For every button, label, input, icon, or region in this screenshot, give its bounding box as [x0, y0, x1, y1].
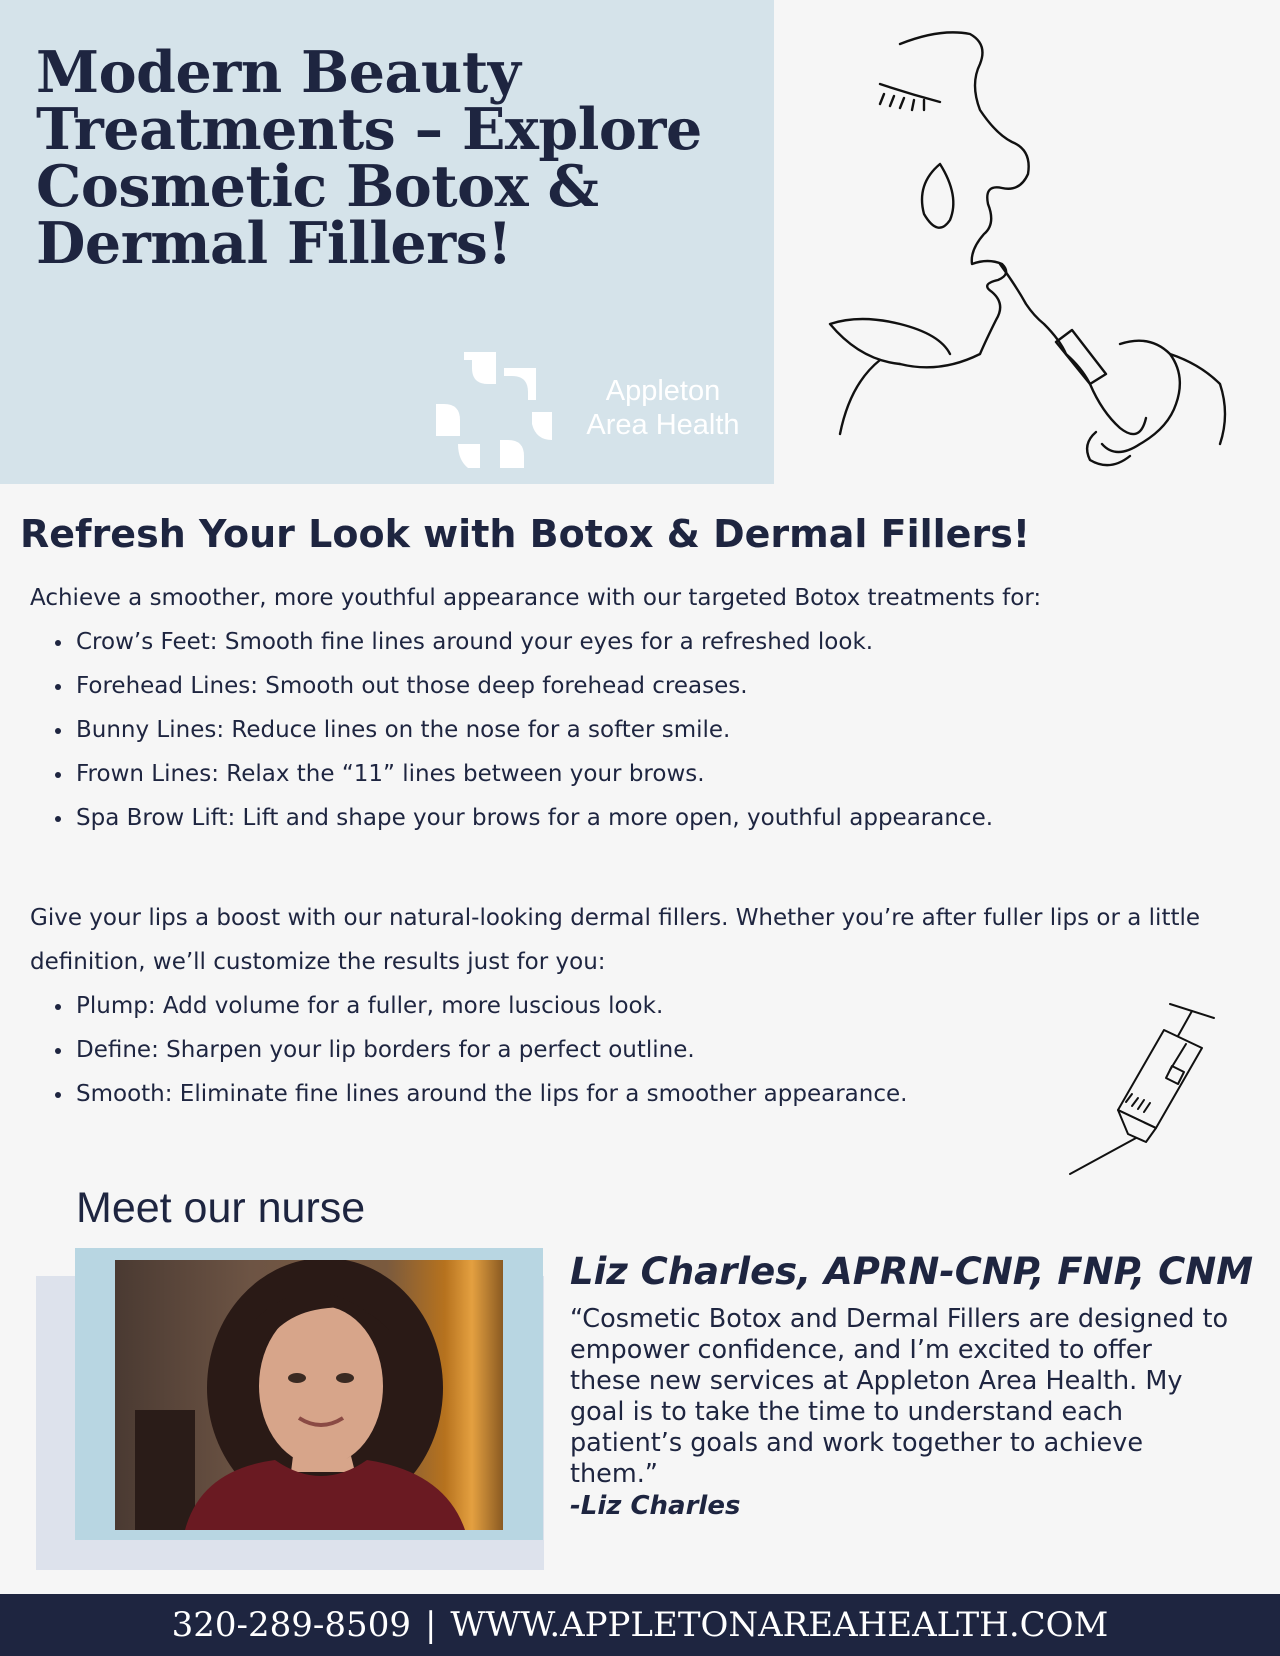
- logo-text: [570, 374, 756, 442]
- cross-logo-icon: [436, 348, 560, 472]
- list-item: Frown Lines: Relax the “11” lines between your brows.: [76, 752, 1256, 796]
- page-title: Modern Beauty Treatments – Explore Cosmetic Botox & Dermal Fillers!: [36, 39, 702, 277]
- hero-panel: [0, 0, 774, 484]
- face-syringe-line-art-icon: [820, 24, 1260, 484]
- list-item: Define: Sharpen your lip borders for a perfect outline.: [76, 1028, 1036, 1072]
- botox-treatment-list: [76, 620, 1256, 840]
- fillers-intro: Give your lips a boost with our natural-looking dermal fillers. Whether you’re after fuller lips or a little definition, we’ll customize the results just for you:: [30, 905, 1201, 975]
- fillers-treatment-list: [76, 984, 1036, 1116]
- nurse-portrait-illustration: [115, 1260, 503, 1530]
- logo-line-1: Appleton: [605, 375, 721, 407]
- nurse-quote: “Cosmetic Botox and Dermal Fillers are designed to empower confidence, and I’m excited to offer these new services at Appleton Area Health. My goal is to take the time to understand each patient’s goals and work together to achieve them.”: [570, 1304, 1229, 1489]
- list-item: Smooth: Eliminate fine lines around the lips for a smoother appearance.: [76, 1072, 1036, 1116]
- nurse-name: Liz Charles, APRN-CNP, FNP, CNM: [570, 1250, 1254, 1293]
- section-heading: Refresh Your Look with Botox & Dermal Fillers!: [20, 512, 1031, 556]
- list-item: Spa Brow Lift: Lift and shape your brows for a more open, youthful appearance.: [76, 796, 1256, 840]
- phone-number[interactable]: 320-289-8509: [171, 1605, 411, 1645]
- footer-bar: [0, 1594, 1280, 1656]
- website-link[interactable]: WWW.APPLETONAREAHEALTH.COM: [450, 1605, 1109, 1645]
- footer-separator: |: [424, 1605, 437, 1645]
- list-item: Crow’s Feet: Smooth fine lines around your eyes for a refreshed look.: [76, 620, 1256, 664]
- syringe-icon: [1060, 996, 1230, 1178]
- botox-intro: Achieve a smoother, more youthful appearance with our targeted Botox treatments for:: [30, 585, 1042, 611]
- meet-nurse-heading: Meet our nurse: [76, 1184, 366, 1232]
- logo-line-2: Area Health: [586, 409, 740, 441]
- list-item: Plump: Add volume for a fuller, more luscious look.: [76, 984, 1036, 1028]
- nurse-photo: [115, 1260, 503, 1530]
- quote-attribution: -Liz Charles: [570, 1491, 741, 1521]
- appleton-logo[interactable]: [436, 348, 756, 472]
- list-item: Forehead Lines: Smooth out those deep forehead creases.: [76, 664, 1256, 708]
- list-item: Bunny Lines: Reduce lines on the nose for a softer smile.: [76, 708, 1256, 752]
